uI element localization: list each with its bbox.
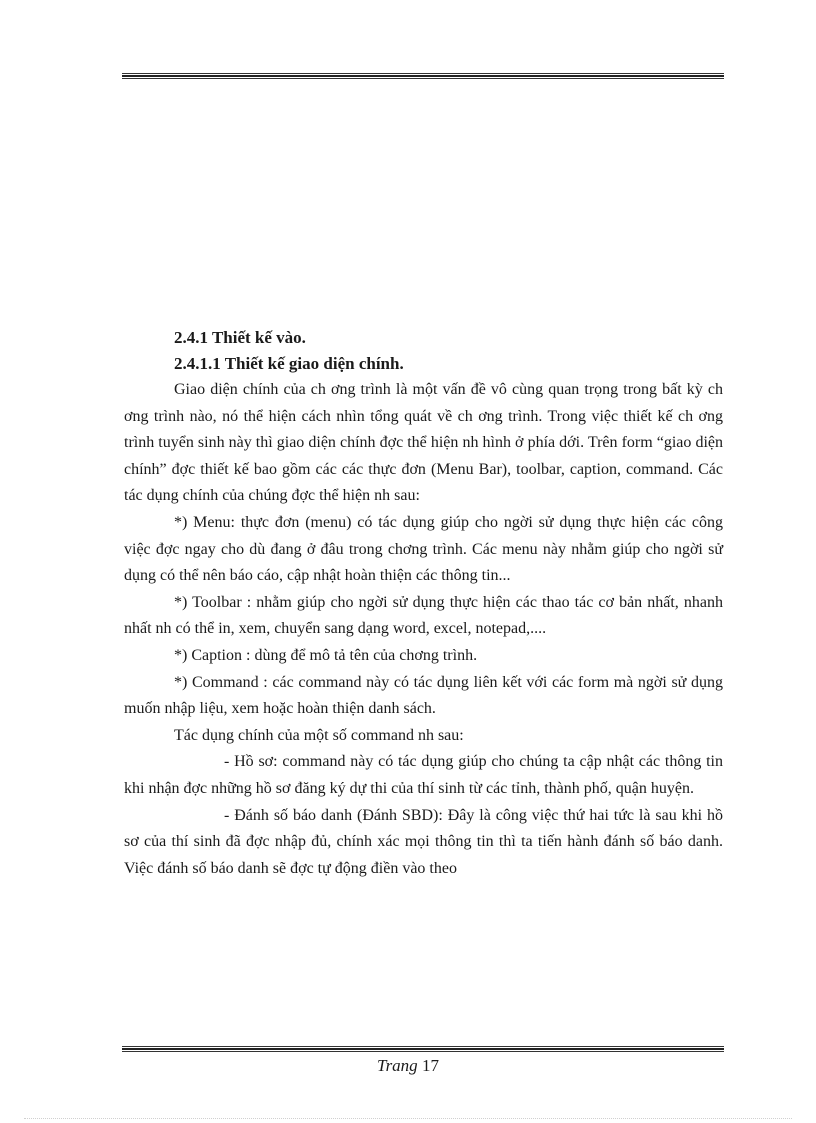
paragraph-caption: *) Caption : dùng để mô tả tên của chơng trình. [174,646,478,664]
section-heading: 2.4.1 Thiết kế vào. [174,328,306,347]
paragraph-command-intro: Tác dụng chính của một số command nh sau: [174,726,464,744]
paragraph-ho-so: - Hồ sơ: command này có tác dụng giúp cho chúng ta cập nhật các thông tin khi nhận đợc những hồ sơ đăng ký dự thi của thí sinh từ các tỉnh, thành phố, quận huyện. [124,753,723,797]
page-number: 17 [421,1056,439,1075]
paragraph-command: *) Command : các command này có tác dụng liên kết với các form mà ngời sử dụng muốn nhập liệu, xem hoặc hoàn thiện danh sách. [124,673,723,718]
page-body [124,325,723,882]
page-edge-divider [24,1118,792,1119]
page-label: Trang [377,1056,418,1075]
paragraph-intro: Giao diện chính của ch ơng trình là một vấn đề vô cùng quan trọng trong bất kỳ ch ơng trình nào, nó thể hiện cách nhìn tổng quát về ch ơng trình. Trong việc thiết kế ch ơng trình tuyển sinh này thì giao diện chính đợc thể hiện nh hình ở phía dới. Trên form “giao diện chính” đợc thiết kế bao gồm các các thực đơn (Menu Bar), toolbar, caption, command. Các tác dụng chính của chúng đợc thể hiện nh sau: [124,381,723,505]
footer-rule [122,1046,724,1053]
page-footer [0,1056,816,1076]
paragraph-menu: *) Menu: thực đơn (menu) có tác dụng giúp cho ngời sử dụng thực hiện các công việc đợc ngay cho dù đang ở đâu trong chơng trình. Các menu này nhằm giúp cho ngời sử dụng có thể nên báo cáo, cập nhật hoàn thiện các thông tin... [124,513,723,585]
subsection-heading: 2.4.1.1 Thiết kế giao diện chính. [174,354,404,373]
paragraph-danh-sbd: - Đánh số báo danh (Đánh SBD): Đây là công việc thứ hai tức là sau khi hồ sơ của thí sinh đã đợc nhập đủ, chính xác mọi thông tin thì ta tiến hành đánh số báo danh. Việc đánh số báo danh sẽ đợc tự động điền vào theo [124,806,723,877]
paragraph-toolbar: *) Toolbar : nhằm giúp cho ngời sử dụng thực hiện các thao tác cơ bản nhất, nhanh nhất nh có thể in, xem, chuyển sang dạng word, excel, notepad,.... [124,593,723,638]
header-rule [122,73,724,80]
